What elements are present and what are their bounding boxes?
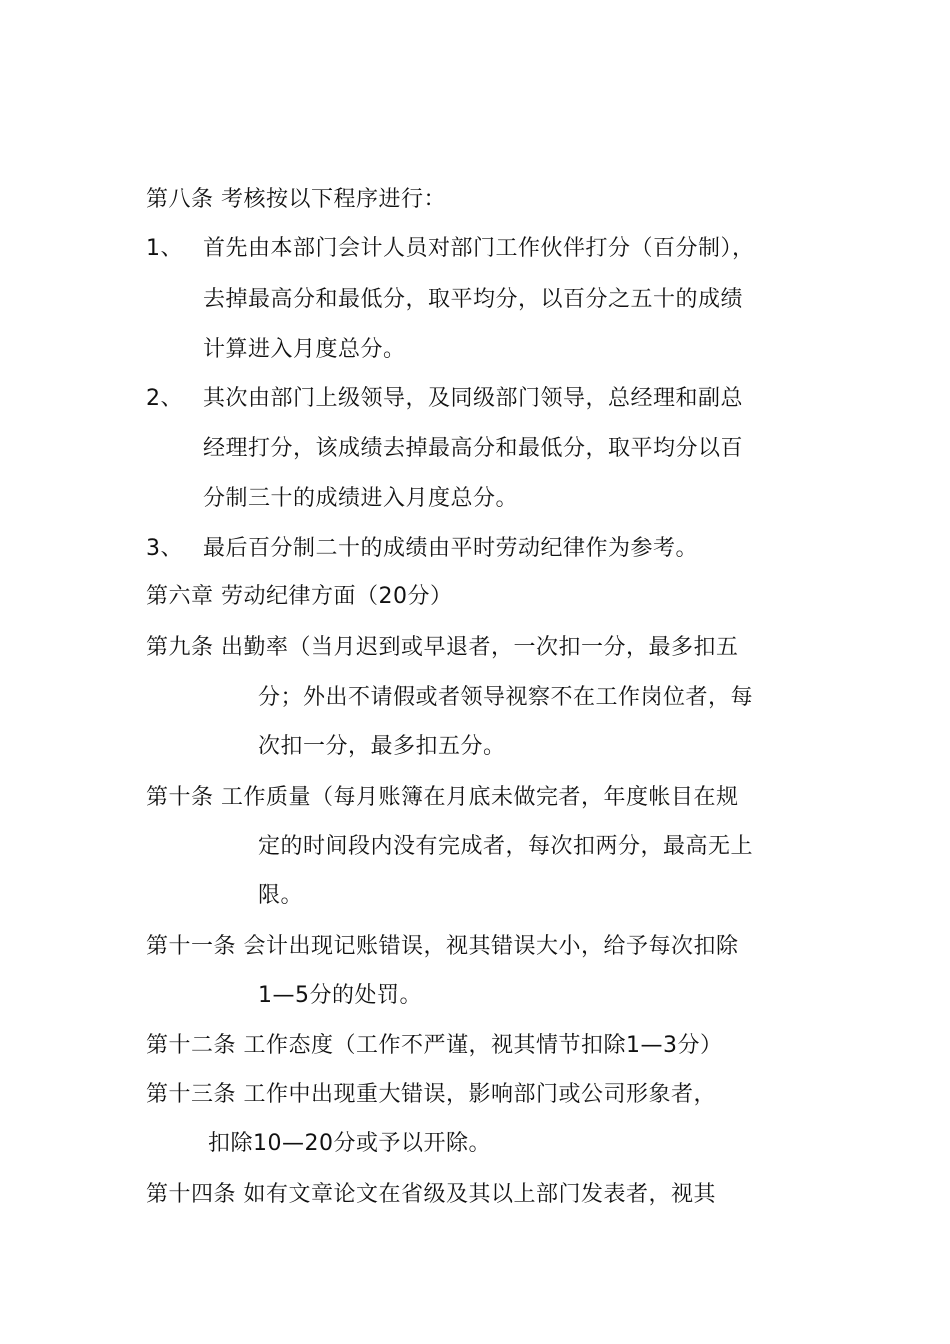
article-12-line: 第十二条 工作态度（工作不严谨，视其情节扣除1—3分） (146, 1033, 723, 1058)
article-10-line: 限。 (258, 883, 304, 908)
list-item-text: 经理打分，该成绩去掉最高分和最低分，取平均分以百 (203, 436, 744, 461)
article-14-line: 第十四条 如有文章论文在省级及其以上部门发表者，视其 (146, 1182, 716, 1207)
article-13-line: 第十三条 工作中出现重大错误，影响部门或公司形象者， (146, 1082, 716, 1107)
list-item-number: 1、 (146, 236, 183, 261)
list-item-text: 分制三十的成绩进入月度总分。 (203, 486, 519, 511)
list-item-text: 最后百分制二十的成绩由平时劳动纪律作为参考。 (203, 536, 699, 561)
article-11-line: 第十一条 会计出现记账错误，视其错误大小，给予每次扣除 (146, 934, 739, 959)
list-item-text: 其次由部门上级领导，及同级部门领导，总经理和副总 (203, 386, 744, 411)
article-13-line: 扣除10—20分或予以开除。 (208, 1131, 491, 1156)
article-9-line: 第九条 出勤率（当月迟到或早退者，一次扣一分，最多扣五 (146, 635, 739, 660)
chapter-6-heading: 第六章 劳动纪律方面（20分） (146, 584, 453, 609)
list-item-text: 去掉最高分和最低分，取平均分，以百分之五十的成绩 (203, 287, 744, 312)
article-8-title: 第八条 考核按以下程序进行： (146, 187, 446, 212)
list-item-number: 2、 (146, 386, 183, 411)
article-11-line: 1—5分的处罚。 (258, 983, 422, 1008)
list-item-text: 首先由本部门会计人员对部门工作伙伴打分（百分制）， (203, 236, 755, 261)
article-9-line: 次扣一分，最多扣五分。 (258, 734, 506, 759)
article-9-line: 分；外出不请假或者领导视察不在工作岗位者，每 (258, 685, 754, 710)
article-10-line: 第十条 工作质量（每月账簿在月底未做完者，年度帐目在规 (146, 785, 739, 810)
list-item-number: 3、 (146, 536, 183, 561)
article-10-line: 定的时间段内没有完成者，每次扣两分，最高无上 (258, 834, 754, 859)
list-item-text: 计算进入月度总分。 (203, 337, 406, 362)
